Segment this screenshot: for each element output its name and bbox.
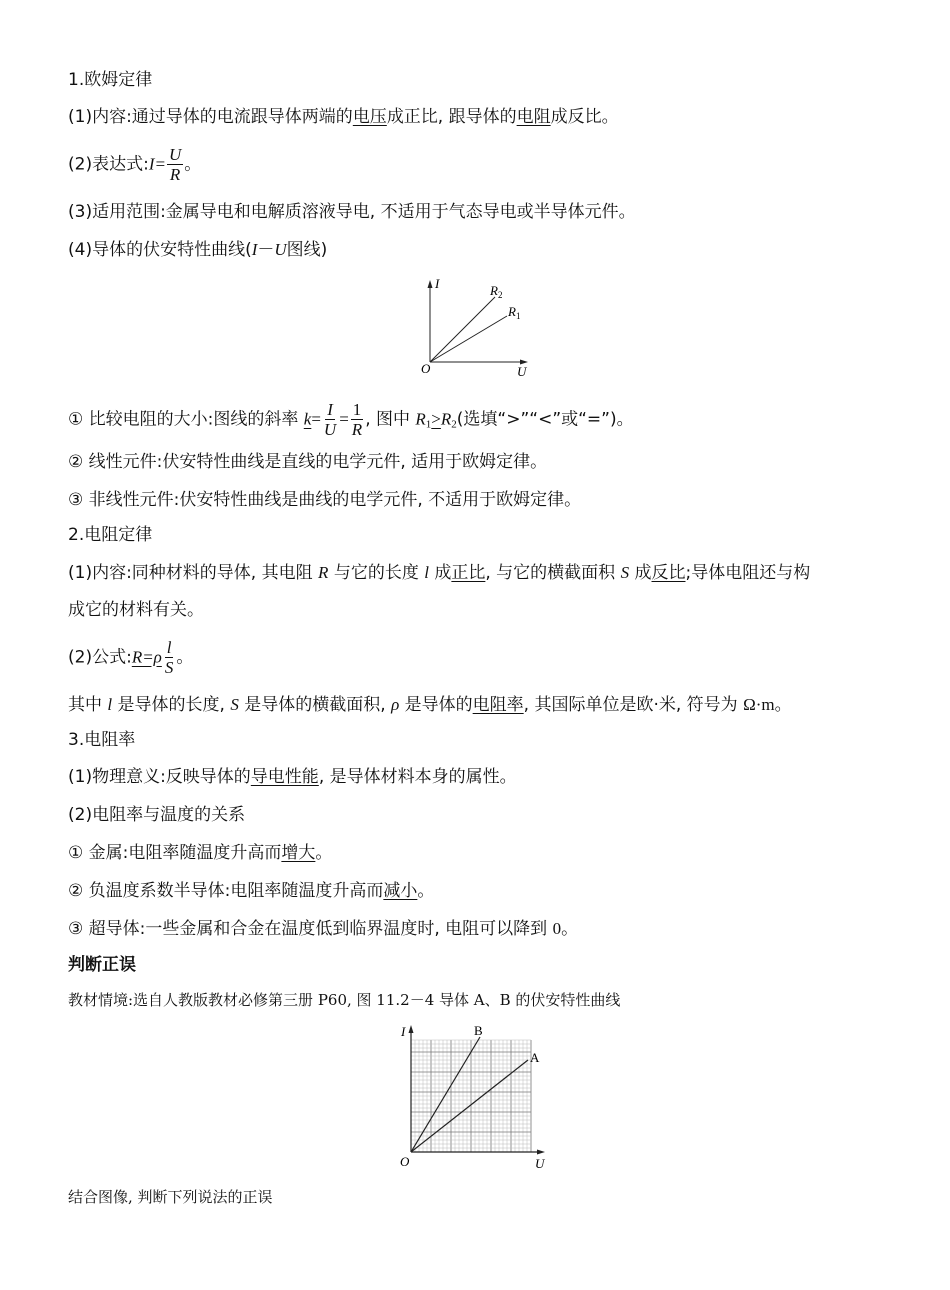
rl-inverse: 反比 xyxy=(651,563,686,583)
judge-prompt: 结合图像, 判断下列说法的正误 xyxy=(68,1188,273,1206)
resistivity-meaning xyxy=(68,765,517,789)
semi-pre: ② 负温度系数半导体:电阻率随温度升高而 xyxy=(68,881,384,901)
rl-r: R xyxy=(318,563,329,582)
rf-post: 。 xyxy=(176,647,194,668)
ohm-fraction-num: U xyxy=(168,145,182,164)
super-post: 。 xyxy=(561,919,579,939)
compare-post: (选填“>”“<”或“=”)。 xyxy=(456,409,634,430)
fig2-label-a: A xyxy=(530,1050,540,1065)
rl-post: ;导体电阻还与构 xyxy=(685,563,811,583)
fe-pre: 其中 xyxy=(68,695,108,715)
compare-pre: ① 比较电阻的大小:图线的斜率 xyxy=(68,409,304,430)
fig2-y-arrow xyxy=(409,1025,414,1033)
fig1-label-r2: $R_2$ xyxy=(490,283,503,300)
judge-context: 教材情境:选自人教版教材必修第三册 P60, 图 11.2－4 导体 A、B 的伏安特性曲线 xyxy=(68,991,621,1009)
super-zero: 0 xyxy=(552,919,562,938)
rl-m2: 成 xyxy=(428,563,452,583)
fig2-line-b xyxy=(411,1037,480,1152)
super-pre: ③ 超导体:一些金属和合金在温度低到临界温度时, 电阻可以降到 xyxy=(68,919,553,939)
fig1-label-o: O xyxy=(421,361,431,376)
metal-increase: 增大 xyxy=(281,843,316,863)
section-1-title: 1.欧姆定律 xyxy=(68,70,153,90)
judge-title: 判断正误 xyxy=(68,955,136,975)
compare-k: k xyxy=(303,409,312,429)
fe-m4: , 其国际单位是欧·米, 符号为 xyxy=(523,695,744,715)
iu-curve-heading xyxy=(68,238,327,262)
ohm-content-pre: (1)内容:通过导体的电流跟导体两端的 xyxy=(68,107,353,127)
iu-curve-dash: － xyxy=(257,240,275,260)
iu-curve-pre: (4)导体的伏安特性曲线( xyxy=(68,240,252,260)
resistance-law-content-2: 成它的材料有关。 xyxy=(68,600,204,620)
fe-l: l xyxy=(107,695,113,714)
ohm-content-mid: 成正比, 跟导体的 xyxy=(386,107,517,127)
fig1-label-r1: $R_1$ xyxy=(508,304,521,321)
rf-lhs: R=ρ xyxy=(131,647,162,667)
rm-post: , 是导体材料本身的属性。 xyxy=(318,767,517,787)
fig2-label-i: I xyxy=(401,1024,406,1039)
fe-unit: Ω·m xyxy=(743,695,775,714)
ohm-expression-post: 。 xyxy=(184,154,202,175)
compare-frac2-den: R xyxy=(351,420,363,439)
fe-m2: 是导体的横截面积, xyxy=(238,695,392,715)
compare-answer: > xyxy=(431,409,441,429)
ohm-scope: (3)适用范围:金属导电和电解质溶液导电, 不适用于气态导电或半导体元件。 xyxy=(68,202,636,222)
superconductor xyxy=(68,917,578,941)
fig1-y-arrow xyxy=(428,280,433,288)
fe-m1: 是导体的长度, xyxy=(112,695,231,715)
compare-r2: R xyxy=(440,409,452,429)
ohm-content-resistance: 电阻 xyxy=(516,107,551,127)
ohm-expression-label: (2)表达式: xyxy=(68,154,149,175)
compare-frac2-num: 1 xyxy=(352,400,362,419)
compare-r1-sub: 1 xyxy=(425,418,432,431)
fig2-x-arrow xyxy=(537,1150,545,1155)
fe-post: 。 xyxy=(774,695,792,715)
fig1-label-i: I xyxy=(435,276,440,291)
semiconductor-resistivity xyxy=(68,879,434,903)
fe-resistivity: 电阻率 xyxy=(472,695,524,715)
fig1-label-u: U xyxy=(517,364,527,379)
fig2-label-o: O xyxy=(400,1154,410,1169)
compare-frac1-num: I xyxy=(327,400,333,419)
ohm-fraction-den: R xyxy=(169,165,181,184)
rf-fraction xyxy=(163,638,176,677)
formula-explanation xyxy=(68,693,792,717)
metal-pre: ① 金属:电阻率随温度升高而 xyxy=(68,843,282,863)
compare-r1: R xyxy=(415,409,426,429)
semi-post: 。 xyxy=(417,881,435,901)
iu-curve-post: 图线) xyxy=(286,240,328,260)
rl-m3: , 与它的横截面积 xyxy=(485,563,621,583)
rl-proportional: 正比 xyxy=(451,563,486,583)
rf-num: l xyxy=(166,638,172,657)
ohm-content-voltage: 电压 xyxy=(352,107,387,127)
semi-decrease: 减小 xyxy=(383,881,418,901)
compare-resistance xyxy=(68,400,634,439)
fe-rho: ρ xyxy=(391,695,400,714)
compare-mid: , 图中 xyxy=(365,409,416,430)
resistance-formula xyxy=(68,638,193,677)
rl-s: S xyxy=(620,563,630,582)
iu-curve-var-i: I xyxy=(251,240,258,259)
rm-pre: (1)物理意义:反映导体的 xyxy=(68,767,251,787)
fe-s: S xyxy=(230,695,239,714)
fig2-label-u: U xyxy=(535,1156,545,1171)
compare-eq2: = xyxy=(339,409,349,429)
rl-m4: 成 xyxy=(629,563,652,583)
fig2-grid xyxy=(411,1040,531,1152)
metal-resistivity xyxy=(68,841,332,865)
fe-m3: 是导体的 xyxy=(399,695,473,715)
compare-frac1-den: U xyxy=(323,420,337,439)
fig2-label-b: B xyxy=(474,1023,483,1038)
fig2-line-a xyxy=(411,1060,528,1152)
nonlinear-element: ③ 非线性元件:伏安特性曲线是曲线的电学元件, 不适用于欧姆定律。 xyxy=(68,490,582,510)
section-2-title: 2.电阻定律 xyxy=(68,525,153,545)
iu-figure-a-b xyxy=(395,1020,555,1175)
metal-post: 。 xyxy=(315,843,333,863)
ohm-expression xyxy=(68,145,201,184)
resistance-law-content xyxy=(68,561,810,585)
compare-r2-sub: 2 xyxy=(451,418,457,431)
ohm-content xyxy=(68,105,619,129)
ohm-content-post: 成反比。 xyxy=(550,107,619,127)
rf-den: S xyxy=(164,658,174,677)
linear-element: ② 线性元件:伏安特性曲线是直线的电学元件, 适用于欧姆定律。 xyxy=(68,452,548,472)
iu-figure-r1-r2 xyxy=(415,270,540,382)
compare-eq: = xyxy=(311,409,321,429)
ohm-fraction xyxy=(167,145,183,184)
compare-fraction-1r xyxy=(350,400,364,439)
rl-m1: 与它的长度 xyxy=(328,563,425,583)
rl-pre: (1)内容:同种材料的导体, 其电阻 xyxy=(68,563,319,583)
rl-l: l xyxy=(424,563,429,582)
compare-fraction-iu xyxy=(322,400,338,439)
rf-label: (2)公式: xyxy=(68,647,132,668)
iu-curve-var-u: U xyxy=(274,240,287,259)
resistivity-temperature: (2)电阻率与温度的关系 xyxy=(68,805,246,825)
ohm-expression-lhs: I= xyxy=(148,154,166,174)
rm-conductivity: 导电性能 xyxy=(250,767,319,787)
section-3-title: 3.电阻率 xyxy=(68,730,136,750)
